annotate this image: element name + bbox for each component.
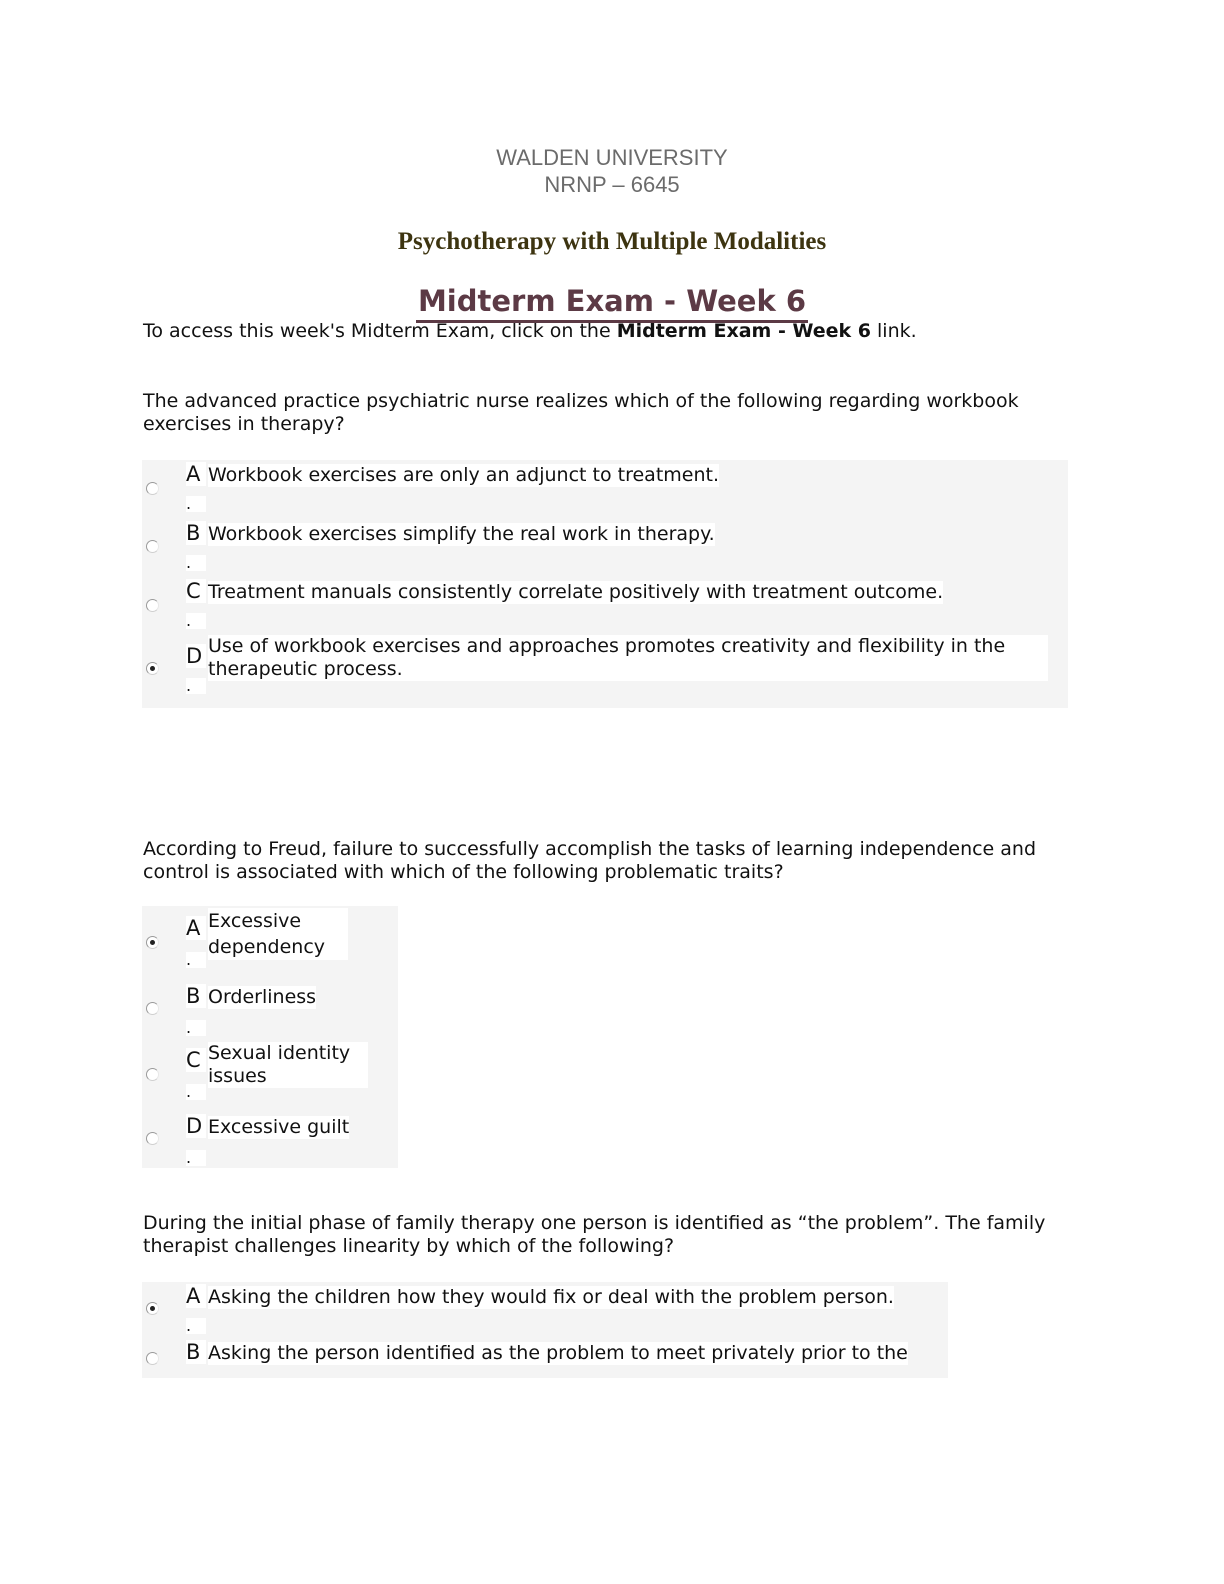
option-letter: D: [186, 644, 206, 668]
option-row[interactable]: [142, 906, 398, 974]
option-row[interactable]: [142, 1040, 398, 1106]
option-row[interactable]: [142, 460, 1068, 518]
intro-link-text: Midterm Exam - Week 6: [616, 320, 871, 342]
option-letter: B: [186, 984, 206, 1008]
option-text: Orderliness: [208, 986, 317, 1008]
option-dot: .: [186, 1084, 206, 1100]
radio-button[interactable]: [146, 599, 159, 612]
radio-button[interactable]: [146, 1132, 159, 1145]
option-row[interactable]: [142, 1112, 398, 1168]
radio-button[interactable]: [146, 540, 159, 553]
course-title: Psychotherapy with Multiple Modalities: [397, 228, 827, 255]
option-text: Workbook exercises simplify the real work in therapy.: [208, 523, 715, 545]
university-name: WALDEN UNIVERSITY: [496, 145, 728, 170]
option-dot: .: [186, 1318, 206, 1334]
option-text: Asking the children how they would fix or deal with the problem person.: [208, 1286, 894, 1308]
option-row[interactable]: [142, 984, 398, 1040]
option-letter: D: [186, 1114, 206, 1138]
question-2-options: [142, 906, 398, 1168]
option-dot: .: [186, 496, 206, 512]
option-letter: A: [186, 916, 206, 940]
option-letter: C: [186, 579, 206, 603]
radio-button[interactable]: [146, 1352, 159, 1365]
document-header: [0, 144, 1224, 198]
option-dot: .: [186, 952, 206, 968]
option-dot: .: [186, 1150, 206, 1166]
question-1-options: [142, 460, 1068, 708]
radio-button[interactable]: [146, 482, 159, 495]
option-text: Sexual identity issues: [208, 1042, 368, 1088]
option-dot: .: [186, 678, 206, 694]
exam-title: [0, 284, 1224, 318]
option-letter: A: [186, 1284, 206, 1308]
intro-paragraph: [143, 320, 917, 342]
option-row[interactable]: [142, 632, 1068, 704]
option-letter: B: [186, 1340, 206, 1364]
question-3-options: [142, 1282, 948, 1378]
option-letter: B: [186, 521, 206, 545]
radio-button[interactable]: [146, 1002, 159, 1015]
option-letter: C: [186, 1048, 206, 1072]
radio-button[interactable]: [146, 1068, 159, 1081]
exam-title-text: Midterm Exam - Week 6: [416, 284, 808, 323]
question-2-text: According to Freud, failure to successfully accomplish the tasks of learning independence and control is associated with which of the following problematic traits?: [143, 838, 1037, 883]
option-text: Asking the person identified as the problem to meet privately prior to the: [208, 1342, 908, 1364]
option-text: Treatment manuals consistently correlate positively with treatment outcome.: [208, 581, 944, 603]
radio-button-selected[interactable]: [146, 936, 159, 949]
radio-button-selected[interactable]: [146, 1302, 159, 1315]
option-row[interactable]: [142, 578, 1068, 636]
radio-button-selected[interactable]: [146, 662, 159, 675]
option-text: Excessive guilt: [208, 1116, 350, 1138]
intro-suffix: link.: [870, 320, 917, 342]
option-row[interactable]: [142, 1340, 948, 1378]
option-row[interactable]: [142, 1282, 948, 1338]
option-dot: .: [186, 1020, 206, 1036]
option-text: Workbook exercises are only an adjunct to treatment.: [208, 464, 720, 486]
question-1-text: The advanced practice psychiatric nurse realizes which of the following regarding workbook exercises in therapy?: [143, 390, 1019, 435]
option-dot: .: [186, 555, 206, 571]
option-dot: .: [186, 613, 206, 629]
option-letter: A: [186, 462, 206, 486]
question-3-text: During the initial phase of family therapy one person is identified as “the problem”. The family therapist challenges linearity by which of the following?: [143, 1212, 1046, 1257]
option-row[interactable]: [142, 520, 1068, 578]
course-code: NRNP – 6645: [544, 172, 680, 197]
option-text: Excessive dependency: [208, 908, 348, 960]
intro-prefix: To access this week's Midterm Exam, click on the: [143, 320, 617, 342]
option-text: Use of workbook exercises and approaches promotes creativity and flexibility in the therapeutic process.: [208, 635, 1048, 681]
